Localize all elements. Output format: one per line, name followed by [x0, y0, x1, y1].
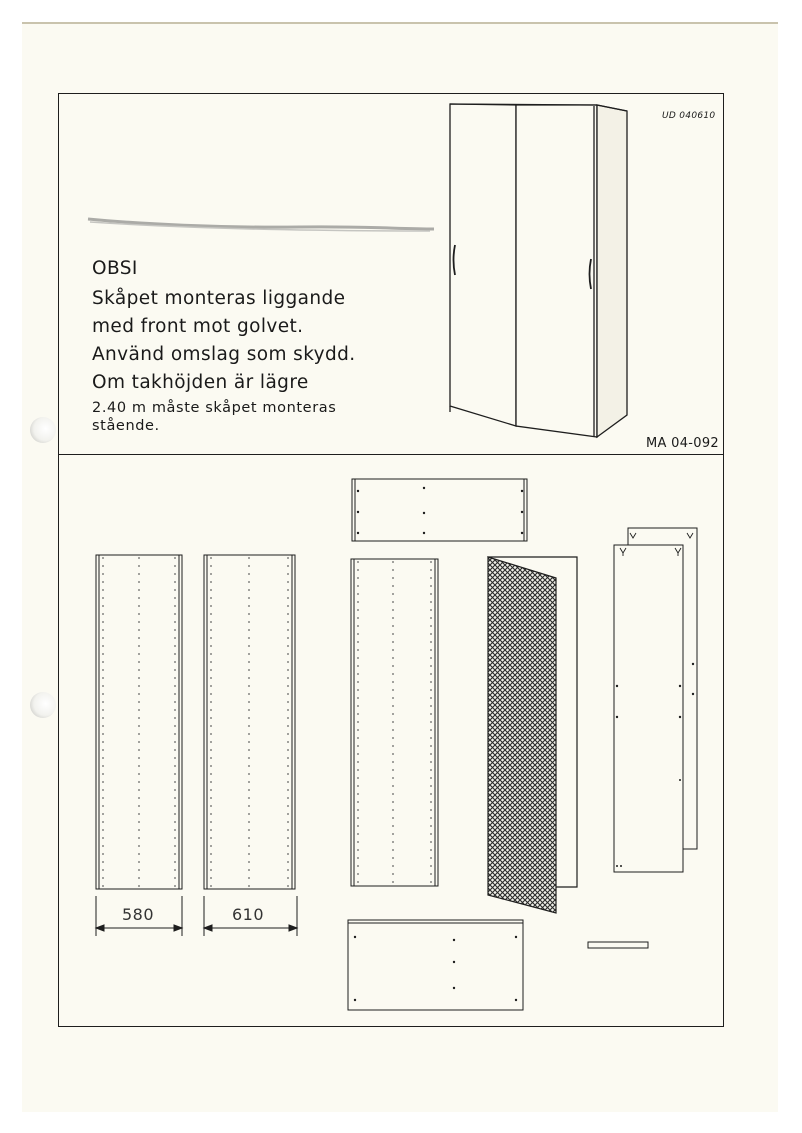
note-line-1: Skåpet monteras liggande: [92, 288, 346, 309]
wardrobe-illustration: [450, 104, 627, 437]
model-code: MA 04-092: [646, 436, 719, 451]
dimension-580-label: 580: [121, 905, 155, 924]
dimension-610-label: 610: [231, 905, 265, 924]
note-line-5: 2.40 m måste skåpet monteras: [92, 400, 337, 416]
side-panel-580: [96, 555, 182, 889]
note-line-2: med front mot golvet.: [92, 316, 304, 337]
reference-code: UD 040610: [662, 111, 716, 121]
bottom-panel: [348, 920, 523, 1010]
door-panels: [614, 528, 697, 872]
smudge-mark: [88, 219, 434, 231]
batten-piece: [588, 942, 648, 948]
dimension-arrow-610: [204, 896, 297, 936]
top-panel: [352, 479, 527, 541]
note-line-3: Använd omslag som skydd.: [92, 344, 356, 365]
side-panel-610: [204, 555, 295, 889]
note-heading: OBSI: [92, 258, 138, 279]
back-panel: [488, 557, 577, 913]
middle-panel: [351, 559, 438, 886]
dimension-arrow-580: [96, 896, 182, 936]
note-line-4: Om takhöjden är lägre: [92, 372, 309, 393]
note-line-6: stående.: [92, 418, 160, 434]
